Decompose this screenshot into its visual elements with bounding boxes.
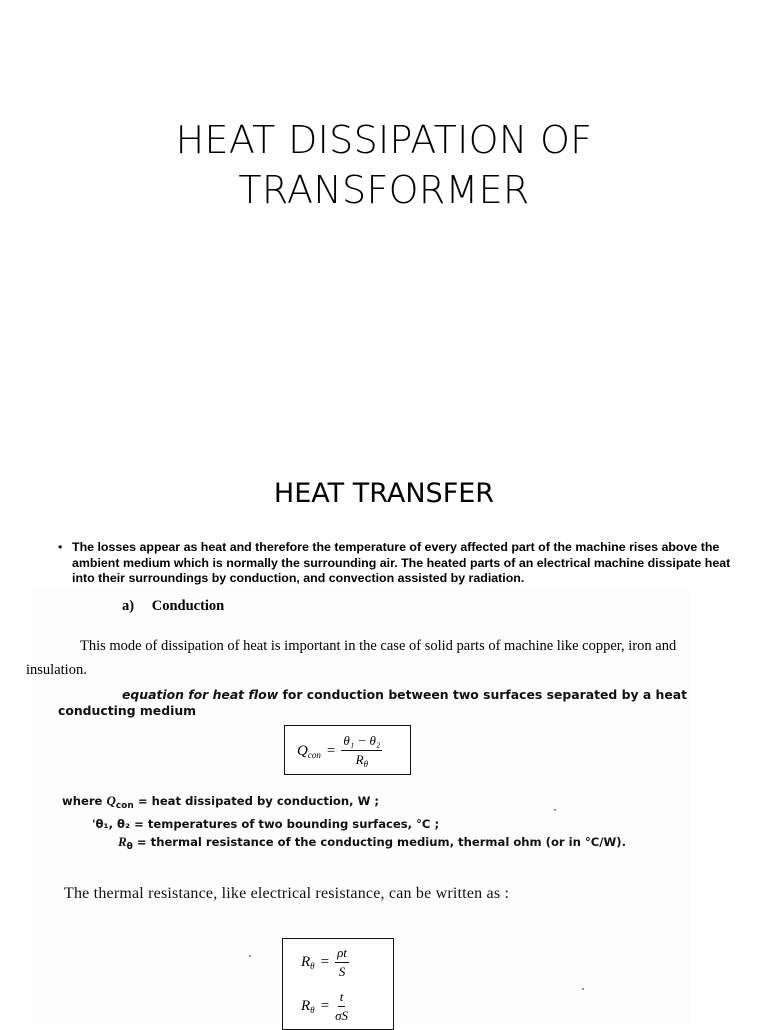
formula1-numerator: θ₁ − θ₂ (341, 733, 382, 751)
formula2-row1-denominator: S (338, 964, 346, 979)
main-title-line-2: TRANSFORMER (238, 168, 530, 212)
conduction-paragraph: This mode of dissipation of heat is important in the case of solid parts of machine like copper, iron and insulation. (26, 638, 677, 678)
formula2-row-1: $R_\theta$ = $\frac{\rho t}{S}$ (301, 945, 347, 979)
conduction-formula-box (284, 725, 411, 775)
formula1-denominator: $R_\theta$ (355, 752, 369, 769)
scan-speck (582, 988, 584, 990)
bullet-icon: • (58, 540, 63, 554)
definition-q-con: where $Q_{con}$ = heat dissipated by conduction, W ; (62, 793, 380, 811)
bullet-paragraph (58, 540, 732, 587)
thermal-resistance-formula-box (282, 938, 394, 1030)
section-title: HEAT TRANSFER (273, 478, 495, 509)
formula2-row-2: $R_\theta$ = $\frac{t}{\sigma S}$ (301, 989, 348, 1023)
heat-flow-italic: equation for heat flow (122, 687, 279, 702)
bullet-text: The losses appear as heat and therefore the temperature of every affected part of the machine rises above the ambient medium which is normally the surrounding air. The heated parts of an electrical machine dissipate heat into their surroundings by conduction, and convection assisted by radiation. (72, 540, 731, 585)
formula2-row2-numerator: t (338, 989, 346, 1007)
scanned-textbook-excerpt (26, 590, 690, 1024)
heat-flow-intro (58, 687, 698, 719)
formula2-row1-numerator: ρt (335, 945, 349, 963)
heat-flow-text: for conduction between two surfaces separated by a heat conducting medium (58, 687, 688, 718)
main-title-line-1: HEAT DISSIPATION OF (175, 118, 593, 162)
title-slide (0, 0, 768, 440)
thermal-resistance-line: The thermal resistance, like electrical resistance, can be written as : (64, 885, 510, 902)
scan-speck (554, 809, 556, 811)
definition-r-theta: $R_\theta$ = thermal resistance of the conducting medium, thermal ohm (or in °C/W). (118, 834, 626, 852)
conduction-label: a) (122, 598, 135, 614)
main-title (0, 115, 768, 215)
conduction-title: Conduction (151, 598, 225, 614)
formula1-equals: = (326, 742, 336, 759)
variable-definitions (62, 792, 702, 856)
scan-speck (249, 955, 251, 957)
formula1-lhs: $Q_{con}$ (297, 742, 321, 760)
formula2-row2-denominator: σS (335, 1008, 348, 1023)
definition-theta: 'θ₁, θ₂ = temperatures of two bounding surfaces, °C ; (92, 817, 440, 831)
content-slide (0, 440, 768, 1024)
conduction-heading (122, 598, 224, 615)
formula1-fraction (341, 733, 382, 769)
